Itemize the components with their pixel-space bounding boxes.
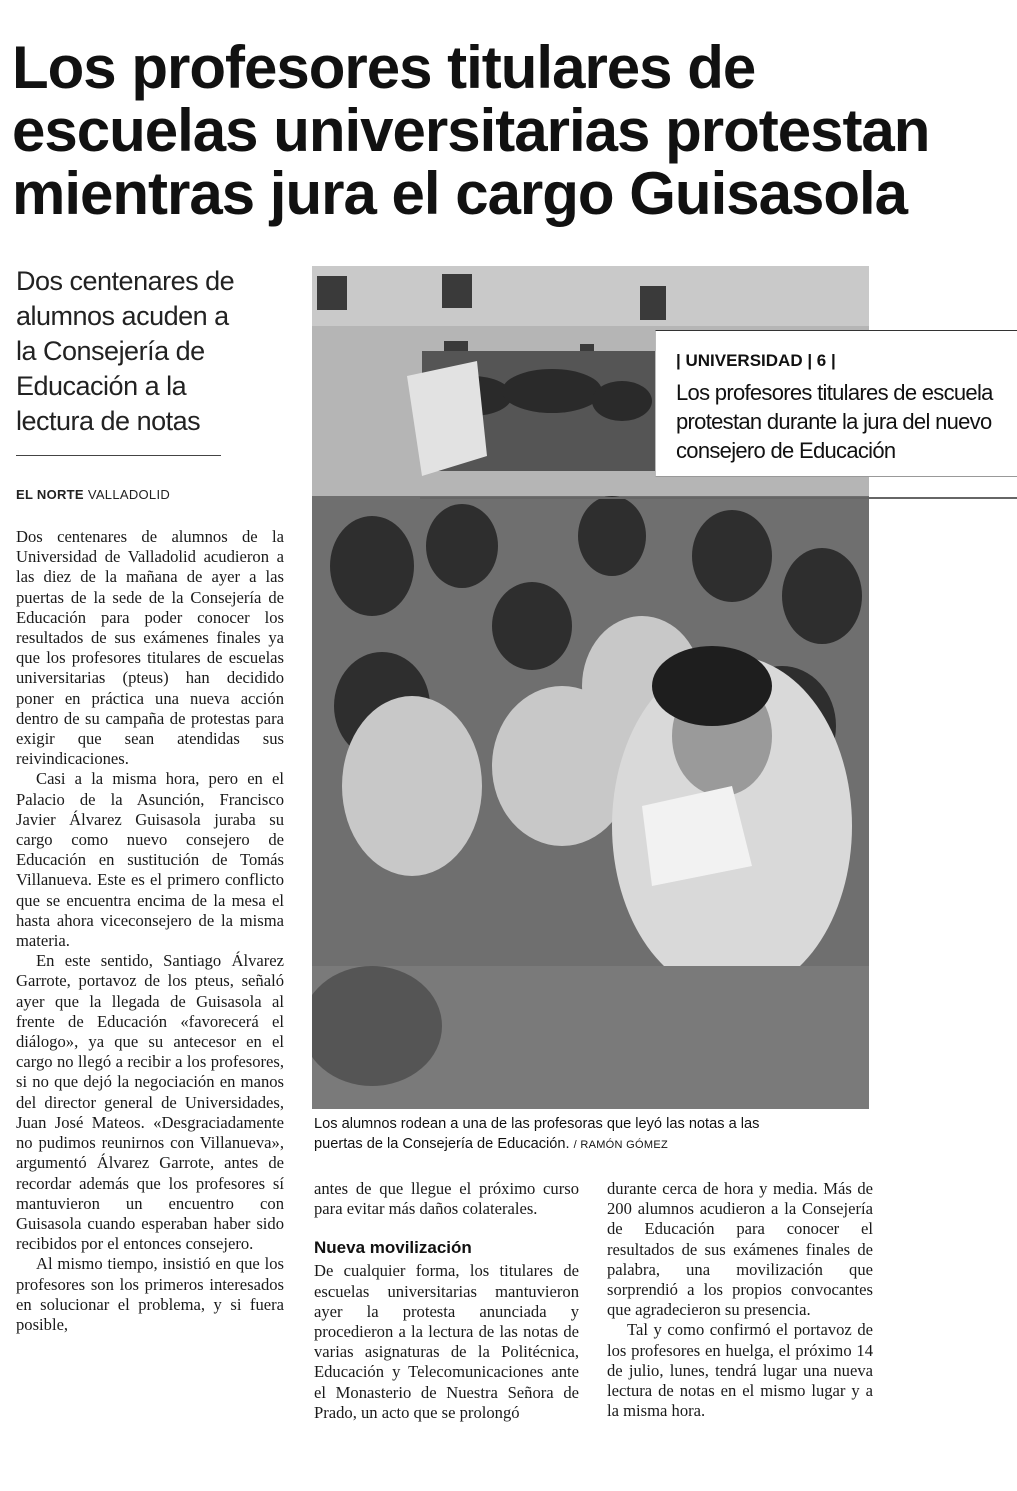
byline-place: VALLADOLID: [87, 487, 171, 502]
headline-line: mientras jura el cargo Guisasola: [12, 160, 908, 227]
paragraph: durante cerca de hora y media. Más de 200 alumnos acudieron a la Consejería de Educación para conocer el resultados de sus exámenes finales de palabra, una movilización que sorprendió a los propios convocantes que agradecieron su presencia.: [607, 1179, 873, 1320]
byline: [16, 487, 170, 502]
paragraph: Al mismo tiempo, insistió en que los profesores son los primeros interesados en solucionar el problema, y si fuera posible,: [16, 1254, 284, 1334]
caption-line: Los alumnos rodean a una de las profesoras que leyó las notas a las: [314, 1116, 760, 1132]
section-subtitle: Nueva movilización: [314, 1238, 472, 1258]
divider: [420, 497, 1017, 499]
headline: [12, 36, 1002, 225]
subhead-line: alumnos acuden a: [16, 301, 229, 331]
headline-line: Los profesores titulares de: [12, 34, 756, 101]
subheadline: [16, 264, 306, 439]
paragraph: Dos centenares de alumnos de la Universidad de Valladolid acudieron a las diez de la mañana de ayer a las puertas de la sede de la Consejería de Educación para poder conocer los resultados de sus exámenes finales ya que los profesores titulares de escuelas universitarias (pteus) han decidido poner en práctica una nueva acción dentro de su campaña de protestas para exigir que sean atendidas sus reivindicaciones.: [16, 527, 284, 769]
cross-reference-line: protestan durante la jura del nuevo: [676, 409, 992, 434]
article-column-2: [314, 1179, 579, 1423]
subhead-line: lectura de notas: [16, 406, 201, 436]
cross-reference-box: [655, 330, 1017, 477]
subhead-line: Dos centenares de: [16, 266, 235, 296]
section-label: | UNIVERSIDAD | 6 |: [676, 351, 836, 370]
article-column-1: [16, 527, 284, 1335]
paragraph: De cualquier forma, los titulares de escuelas universitarias mantuvieron ayer la protesta anunciada y procedieron a la lectura de las notas de varias asignaturas de la Politécnica, Educación y Telecomunicaciones ante el Monasterio de Nuestra Señora de Prado, un acto que se prolongó: [314, 1261, 579, 1422]
cross-reference-line: Los profesores titulares de escuela: [676, 380, 993, 405]
photo-caption: [314, 1114, 874, 1155]
article-column-3: [607, 1179, 873, 1421]
headline-line: escuelas universitarias protestan: [12, 97, 930, 164]
paragraph: antes de que llegue el próximo curso para evitar más daños colaterales.: [314, 1179, 579, 1219]
caption-line: [314, 1134, 874, 1155]
divider: [16, 455, 221, 456]
subhead-line: la Consejería de: [16, 336, 205, 366]
cross-reference-line: consejero de Educación: [676, 438, 896, 463]
paragraph: Tal y como confirmó el portavoz de los profesores en huelga, el próximo 14 de julio, lunes, tendrá lugar una nueva lectura de notas en el mismo lugar y a la misma hora.: [607, 1320, 873, 1421]
paragraph: En este sentido, Santiago Álvarez Garrote, portavoz de los pteus, señaló ayer que la llegada de Guisasola al frente de Educación «favorecerá el diálogo», ya que su antecesor en el cargo no llegó a recibir a los profesores, si no que dejó la negociación en manos del director general de Universidades, Juan José Mateos. «Desgraciadamente no pudimos reunirnos con Villanueva», argumentó Álvarez Garrote, antes de recordar además que los profesores sí mantuvieron un encuentro con Guisasola cuando esperaban haber sido recibidos por el entonces consejero.: [16, 951, 284, 1254]
byline-source: EL NORTE: [16, 487, 84, 502]
photo-credit: / RAMÓN GÓMEZ: [573, 1139, 668, 1151]
cross-reference-title: [676, 378, 1017, 465]
caption-text: puertas de la Consejería de Educación.: [314, 1136, 570, 1152]
subhead-line: Educación a la: [16, 371, 187, 401]
paragraph: Casi a la misma hora, pero en el Palacio de la Asunción, Francisco Javier Álvarez Guisasola juraba su cargo como nuevo consejero de Educación en sustitución de Tomás Villanueva. Este es el primero conflicto que se encuentra encima de la mesa el hasta ahora viceconsejero de la misma materia.: [16, 769, 284, 951]
